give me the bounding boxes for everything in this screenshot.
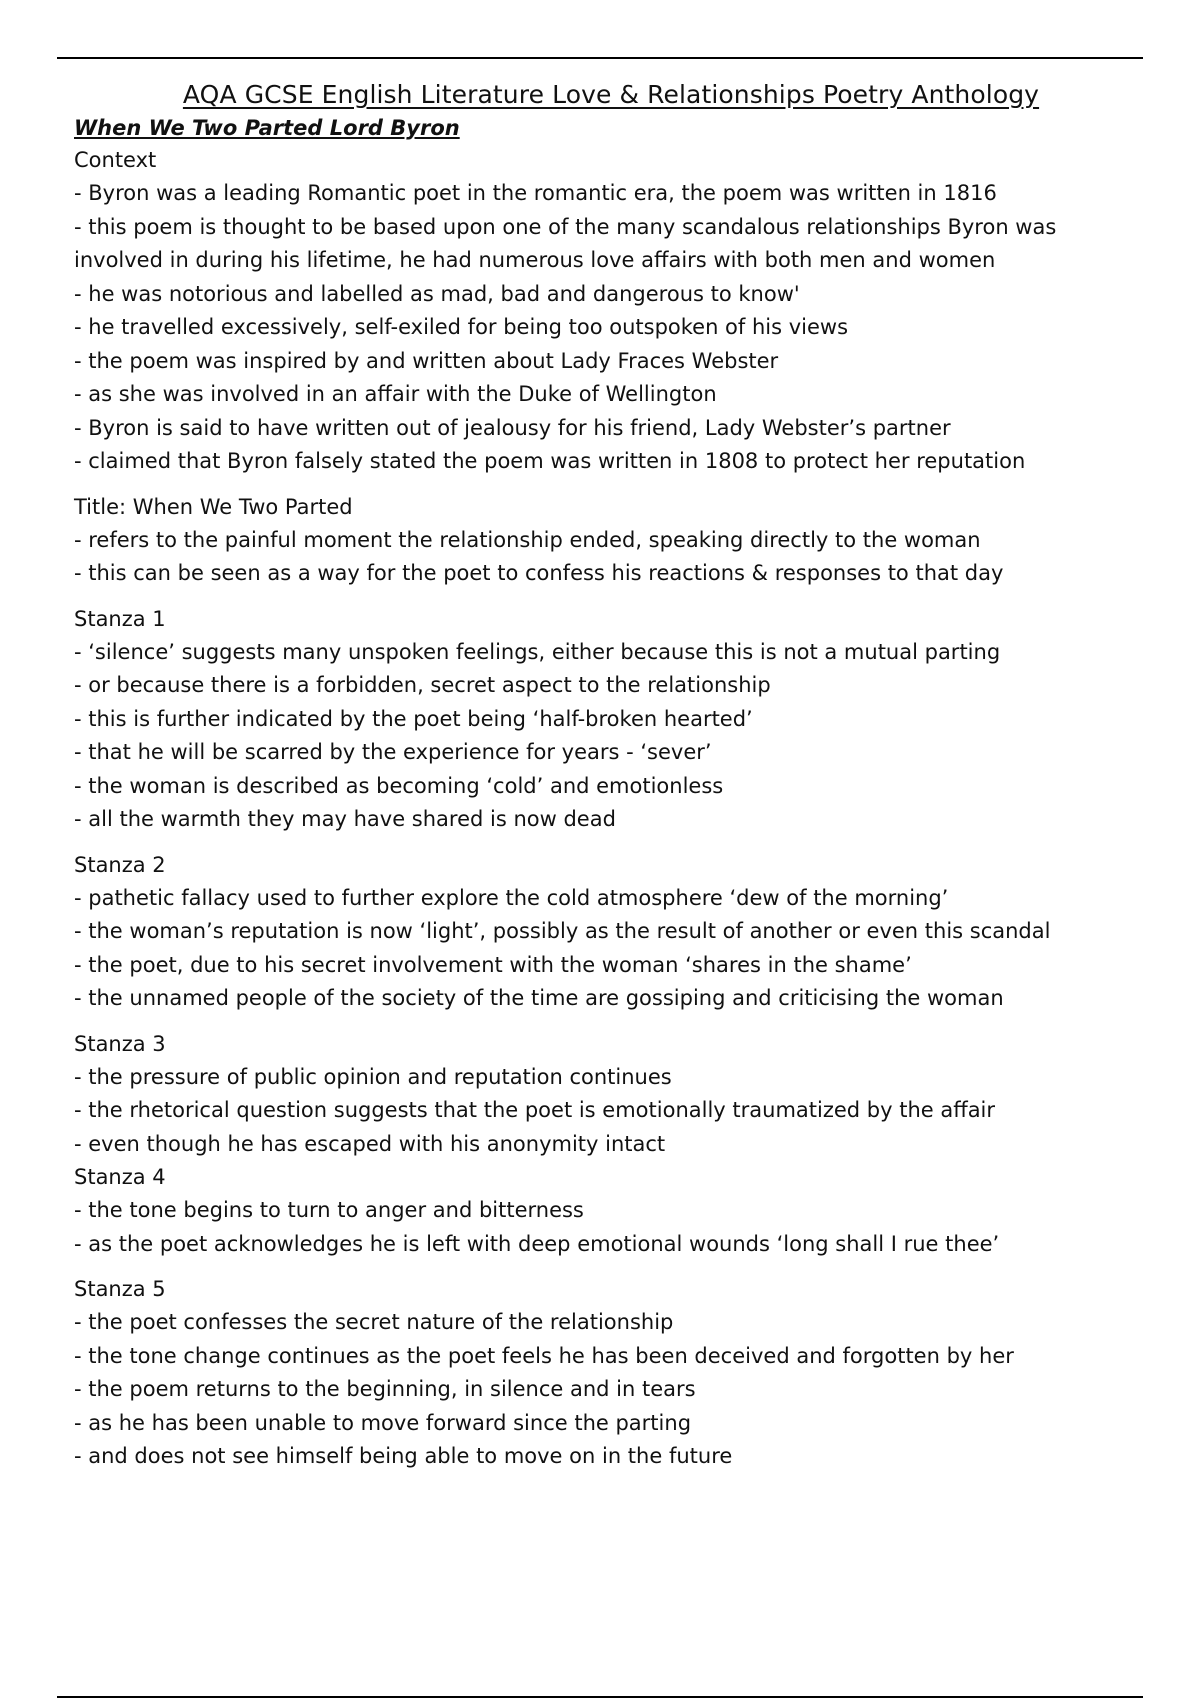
bullet-list: [74, 1061, 1134, 1162]
bullet-item: - as the poet acknowledges he is left with deep emotional wounds ‘long shall I rue thee’: [74, 1231, 1000, 1256]
section-title: Stanza 4: [74, 1165, 166, 1189]
section-title: Stanza 1: [74, 606, 166, 631]
bullet-item: - the woman’s reputation is now ‘light’, possibly as the result of another or even this scandal: [74, 919, 1051, 943]
bullet-item: - he was notorious and labelled as mad, bad and dangerous to know': [74, 281, 800, 306]
top-rule: [57, 57, 1143, 59]
bullet-item: - or because there is a forbidden, secret aspect to the relationship: [74, 673, 771, 697]
bullet-item: - the tone begins to turn to anger and bitterness: [74, 1198, 584, 1222]
bullet-item: - refers to the painful moment the relationship ended, speaking directly to the woman: [74, 527, 981, 552]
bullet-list: [74, 177, 1134, 479]
poem-heading: When We Two Parted Lord Byron: [74, 116, 460, 140]
section-stanza-3: [74, 1028, 1134, 1162]
section-title: Context: [74, 148, 157, 172]
bullet-item: - and does not see himself being able to move on in the future: [74, 1444, 733, 1468]
bullet-item: - claimed that Byron falsely stated the poem was written in 1808 to protect her reputation: [74, 449, 1026, 473]
bullet-item: - Byron is said to have written out of jealousy for his friend, Lady Webster’s partner: [74, 415, 951, 440]
bullet-item: - the pressure of public opinion and reputation continues: [74, 1064, 672, 1089]
section-stanza-4: [74, 1161, 1134, 1261]
bullet-list: [74, 1194, 1134, 1261]
bullet-item: - the poet confesses the secret nature of the relationship: [74, 1310, 674, 1334]
bullet-item: - that he will be scarred by the experience for years - ‘sever’: [74, 740, 712, 764]
bullet-item: - he travelled excessively, self-exiled for being too outspoken of his views: [74, 315, 849, 339]
bullet-item: - even though he has escaped with his anonymity intact: [74, 1131, 666, 1156]
bullet-list: [74, 882, 1134, 1016]
bullet-list: [74, 636, 1134, 837]
bullet-item: - the poem returns to the beginning, in silence and in tears: [74, 1377, 696, 1401]
bullet-item: - pathetic fallacy used to further explore the cold atmosphere ‘dew of the morning’: [74, 885, 949, 910]
bullet-list: [74, 1306, 1134, 1474]
bullet-item: - this is further indicated by the poet being ‘half-broken hearted’: [74, 706, 753, 731]
section-stanza-1: [74, 603, 1134, 837]
section-title: Stanza 2: [74, 852, 166, 877]
bullet-item: - the rhetorical question suggests that the poet is emotionally traumatized by the affair: [74, 1098, 996, 1122]
section-title: Title: When We Two Parted: [74, 494, 353, 519]
bullet-list: [74, 524, 1134, 591]
bullet-item: - the woman is described as becoming ‘cold’ and emotionless: [74, 773, 724, 798]
section-title-analysis: [74, 491, 1134, 591]
bullet-item: - the tone change continues as the poet feels he has been deceived and forgotten by her: [74, 1343, 1014, 1368]
section-stanza-5: [74, 1273, 1134, 1474]
section-title: Stanza 5: [74, 1277, 166, 1301]
document-body: [74, 78, 1134, 1474]
bullet-item: - the poem was inspired by and written about Lady Fraces Webster: [74, 348, 779, 373]
bullet-item: - the unnamed people of the society of the time are gossiping and criticising the woman: [74, 986, 1004, 1010]
bullet-item: - this can be seen as a way for the poet to confess his reactions & responses to that day: [74, 561, 1004, 585]
section-title: Stanza 3: [74, 1031, 166, 1056]
bullet-item: - ‘silence’ suggests many unspoken feelings, either because this is not a mutual parting: [74, 639, 1001, 664]
bullet-item: - this poem is thought to be based upon one of the many scandalous relationships Byron was involved in during his lifetime, he had numerous love affairs with both men and women: [74, 214, 1057, 272]
bullet-item: - Byron was a leading Romantic poet in the romantic era, the poem was written in 1816: [74, 181, 997, 205]
section-stanza-2: [74, 849, 1134, 1016]
bullet-item: - as he has been unable to move forward since the parting: [74, 1410, 692, 1435]
bullet-item: - all the warmth they may have shared is now dead: [74, 807, 616, 831]
section-context: [74, 144, 1134, 479]
bullet-item: - the poet, due to his secret involvement with the woman ‘shares in the shame’: [74, 952, 912, 977]
bullet-item: - as she was involved in an affair with the Duke of Wellington: [74, 382, 717, 406]
bottom-rule: [57, 1696, 1143, 1698]
document-title: AQA GCSE English Literature Love & Relationships Poetry Anthology: [182, 80, 1040, 109]
